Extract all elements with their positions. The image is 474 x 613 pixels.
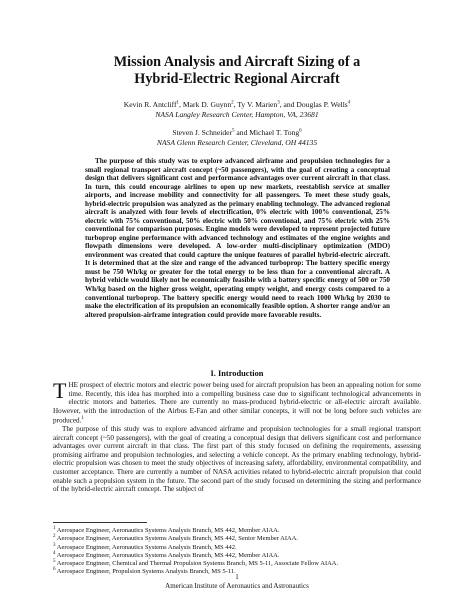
footnote-text: Aerospace Engineer, Chemical and Thermal Propulsion Systems Branch, MS 5-11, Associate Fellow AIAA. — [55, 560, 339, 568]
footnote-marker: 1 — [53, 525, 56, 531]
author-block-2 — [0, 128, 474, 147]
abstract-text: The purpose of this study was to explore advanced airframe and propulsion technologies for a small regional transport aircraft concept (~50 passengers), with the goal of creating a conceptual design that delivers significant cost and performance advantages over current aircraft in that class. In turn, this could encourage airlines to open up new markets, reestablish service at smaller airports, and increase mobility and connectivity for all passengers. To meet these study goals, hybrid-electric propulsion was analyzed as the primary enabling technology. The advanced regional aircraft is analyzed with four levels of electrification, 0% electric with 100% conventional, 25% electric with 75% conventional, 50% electric with 50% conventional, and 75% electric with 25% conventional for comparison purposes. Engine models were developed to represent projected future turboprop engine performance with advanced technology and estimates of the engine weights and flowpath dimensions were developed. A low-order multi-disciplinary optimization (MDO) environment was created that could capture the unique features of parallel hybrid-electric aircraft. It is determined that at the size and range of the advanced turboprop: The battery specific energy must be 750 Wh/kg or greater for the total energy to be less than for a conventional aircraft. A hybrid vehicle would likely not be economically feasible with a battery specific energy of 500 or 750 Wh/kg based on the higher gross weight, operating empty weight, and energy costs compared to a conventional turboprop. The battery specific energy would need to reach 1000 Wh/kg by 2030 to make the electrification of its propulsion an economically feasible option. A shorter range and/or an altered propulsion-airframe integration could provide more favorable results. — [85, 157, 390, 319]
footnote-marker: 4 — [53, 550, 56, 556]
intro-paragraph-2 — [53, 425, 421, 494]
footnote-text: Aerospace Engineer, Aeronautics Systems Analysis Branch, MS 442, Member AIAA. — [55, 551, 280, 559]
author-names-2 — [0, 128, 474, 138]
footnote-text: Aerospace Engineer, Propulsion Systems Analysis Branch, MS 5-11. — [55, 568, 236, 576]
footnote-marker: 2 — [53, 534, 56, 540]
author-sup: 1 — [176, 100, 180, 106]
intro-paragraph-1 — [53, 378, 421, 425]
paper-title — [0, 54, 474, 88]
author-name: Mark D. Guynn — [182, 100, 232, 109]
citation-ref: 1 — [81, 416, 84, 422]
footnote-marker: 3 — [53, 542, 56, 548]
footnotes — [53, 527, 433, 577]
affiliation-2: NASA Glenn Research Center, Cleveland, OH 44135 — [156, 137, 318, 147]
footnote-text: Aerospace Engineer, Aeronautics Systems Analysis Branch, MS 442, Senior Member AIAA. — [55, 535, 299, 543]
footnote — [53, 552, 433, 560]
author-name: Douglas P. Wells — [296, 100, 348, 109]
section-heading: I. Introduction — [210, 369, 264, 378]
footnote-marker: 6 — [53, 567, 56, 573]
abstract — [85, 157, 390, 319]
footnote-text: Aerospace Engineer, Aeronautics Systems Analysis Branch, MS 442. — [55, 543, 237, 551]
footnote-marker: 5 — [53, 559, 56, 565]
author-name: Michael T. Tong — [249, 128, 300, 137]
author-name: Kevin R. Antcliff — [123, 100, 177, 109]
author-sup: 3 — [277, 100, 280, 106]
footnote — [53, 535, 433, 543]
title-line-2: Hybrid-Electric Regional Aircraft — [134, 71, 340, 87]
intro-p2-text: The purpose of this study was to explore advanced airframe and propulsion technologies for a small regional transport aircraft concept (~50 passengers), with the goal of creating a conceptual design that delivers significant cost and performance advantages over current aircraft in that class. The first part of this study focused on defining the requirements, assessing promising airframe and propulsion technologies, and selecting a vehicle concept. As the primary enabling technology, hybrid-electric propulsion was chosen to meet the study objectives of increasing safety, affordability, environmental compatibility, and customer acceptance. There are currently a number of NASA activities related to hybrid-electric aircraft propulsion that could enable such a propulsion system in the future. The second part of the study focused on determining the sizing and performance of the hybrid-electric aircraft concept. The subject of — [53, 425, 421, 494]
author-sep: and — [234, 128, 250, 137]
affiliation-1: NASA Langley Research Center, Hampton, VA, 23681 — [155, 109, 319, 119]
drop-cap: T — [53, 378, 67, 403]
author-names-1 — [0, 100, 474, 110]
author-sep: , — [179, 100, 183, 109]
intro-p1-text: HE prospect of electric motors and electric power being used for aircraft propulsion has been an appealing notion for some time. Recently, this idea has morphed into a compelling business case due to significant technological advancements in electric motors and batteries. There are currently no mass-produced hybrid-electric or all-electric aircraft available. However, with the introduction of the Airbus E-Fan and other similar concepts, it will not be long before such vehicles are produced. — [53, 381, 421, 425]
author-name: Ty V. Marien — [237, 100, 278, 109]
author-block-1 — [0, 100, 474, 119]
footnote — [53, 544, 433, 552]
title-line-1: Mission Analysis and Aircraft Sizing of a — [113, 54, 361, 70]
page-number: 1 — [235, 573, 239, 581]
footnote-text: Aerospace Engineer, Aeronautics Systems Analysis Branch, MS 442, Member AIAA. — [55, 527, 280, 534]
author-sup: 4 — [347, 100, 351, 106]
author-sep: , and — [279, 100, 297, 109]
author-sup: 2 — [231, 100, 234, 106]
footnote-rule — [53, 522, 147, 523]
author-sup: 5 — [232, 128, 235, 134]
author-sep: , — [233, 100, 238, 109]
author-sup: 6 — [299, 128, 302, 134]
author-name: Steven J. Schneider — [172, 128, 233, 137]
publisher-footer: American Institute of Aeronautics and Astronautics — [165, 582, 309, 590]
